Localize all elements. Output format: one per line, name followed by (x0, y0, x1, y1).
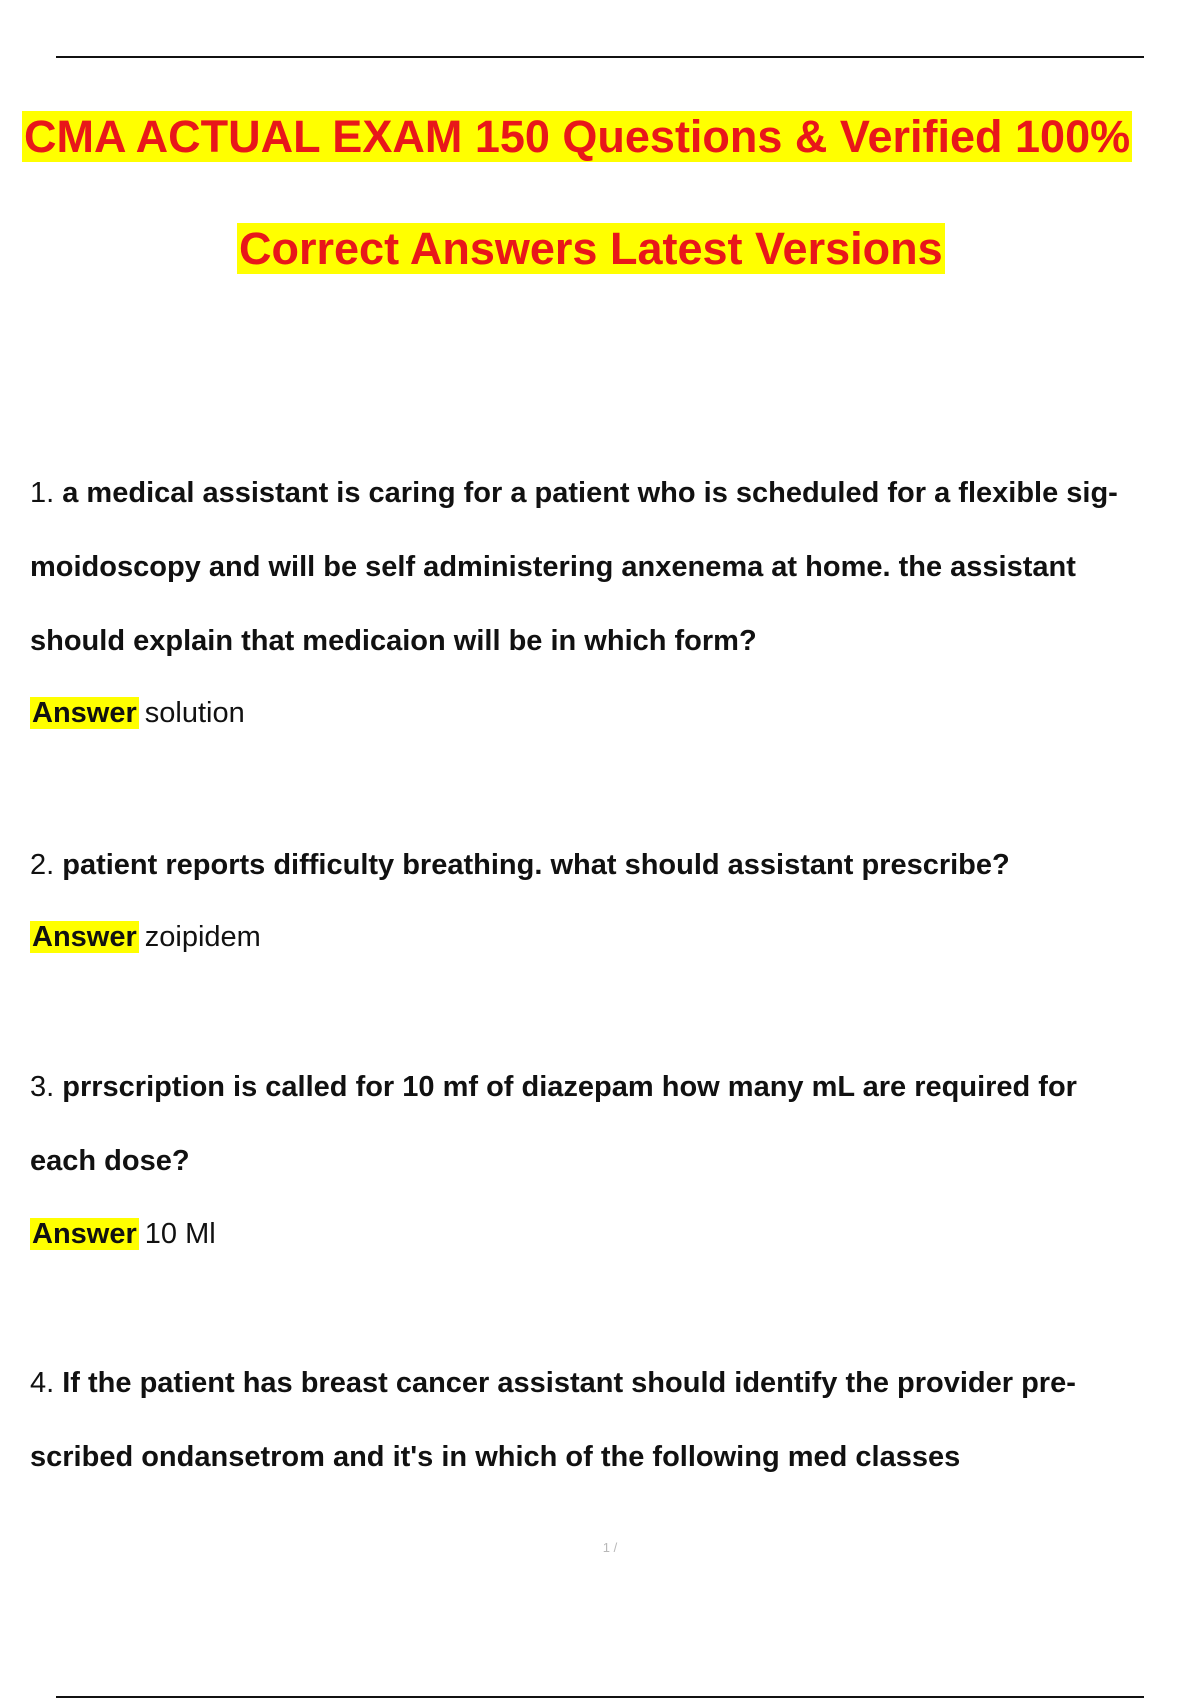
top-rule (56, 56, 1144, 58)
question-number: 4. (30, 1367, 55, 1399)
question-line: scribed ondansetrom and it's in which of the following med classes (30, 1441, 961, 1473)
question-number: 2. (30, 849, 55, 881)
question-text: patient reports difficulty breathing. what should assistant prescribe? (62, 849, 1010, 881)
question-text: prrscription is called for 10 mf of diazepam how many mL are required for (62, 1071, 1077, 1103)
answer-1 (30, 693, 245, 733)
question-4 (30, 1346, 1200, 1494)
answer-3 (30, 1214, 216, 1254)
answer-label: Answer (32, 1218, 137, 1250)
question-3 (30, 1050, 1200, 1198)
page-number: 1 / (602, 1540, 618, 1555)
question-line (30, 1050, 1200, 1124)
question-line: each dose? (30, 1145, 190, 1177)
answer-value: solution (144, 697, 245, 729)
question-number: 1. (30, 477, 55, 509)
question-text: a medical assistant is caring for a patient who is scheduled for a flexible sig- (62, 477, 1118, 509)
question-line: moidoscopy and will be self administering anxenema at home. the assistant (30, 551, 1076, 583)
answer-label: Answer (32, 921, 137, 953)
document-title-line-2: Correct Answers Latest Versions (239, 223, 943, 274)
question-line: should explain that medicaion will be in which form? (30, 625, 757, 657)
question-text: If the patient has breast cancer assistant should identify the provider pre- (62, 1367, 1076, 1399)
question-1 (30, 456, 1200, 678)
question-line (30, 1346, 1200, 1420)
bottom-rule (56, 1696, 1144, 1698)
document-title-line-1: CMA ACTUAL EXAM 150 Questions & Verified 100% (24, 111, 1131, 162)
answer-value: 10 Ml (144, 1218, 216, 1250)
question-number: 3. (30, 1071, 55, 1103)
answer-value: zoipidem (144, 921, 261, 953)
question-2 (30, 828, 1200, 902)
answer-2 (30, 917, 261, 957)
answer-label: Answer (32, 697, 137, 729)
question-line (30, 456, 1200, 530)
question-line (30, 828, 1200, 902)
